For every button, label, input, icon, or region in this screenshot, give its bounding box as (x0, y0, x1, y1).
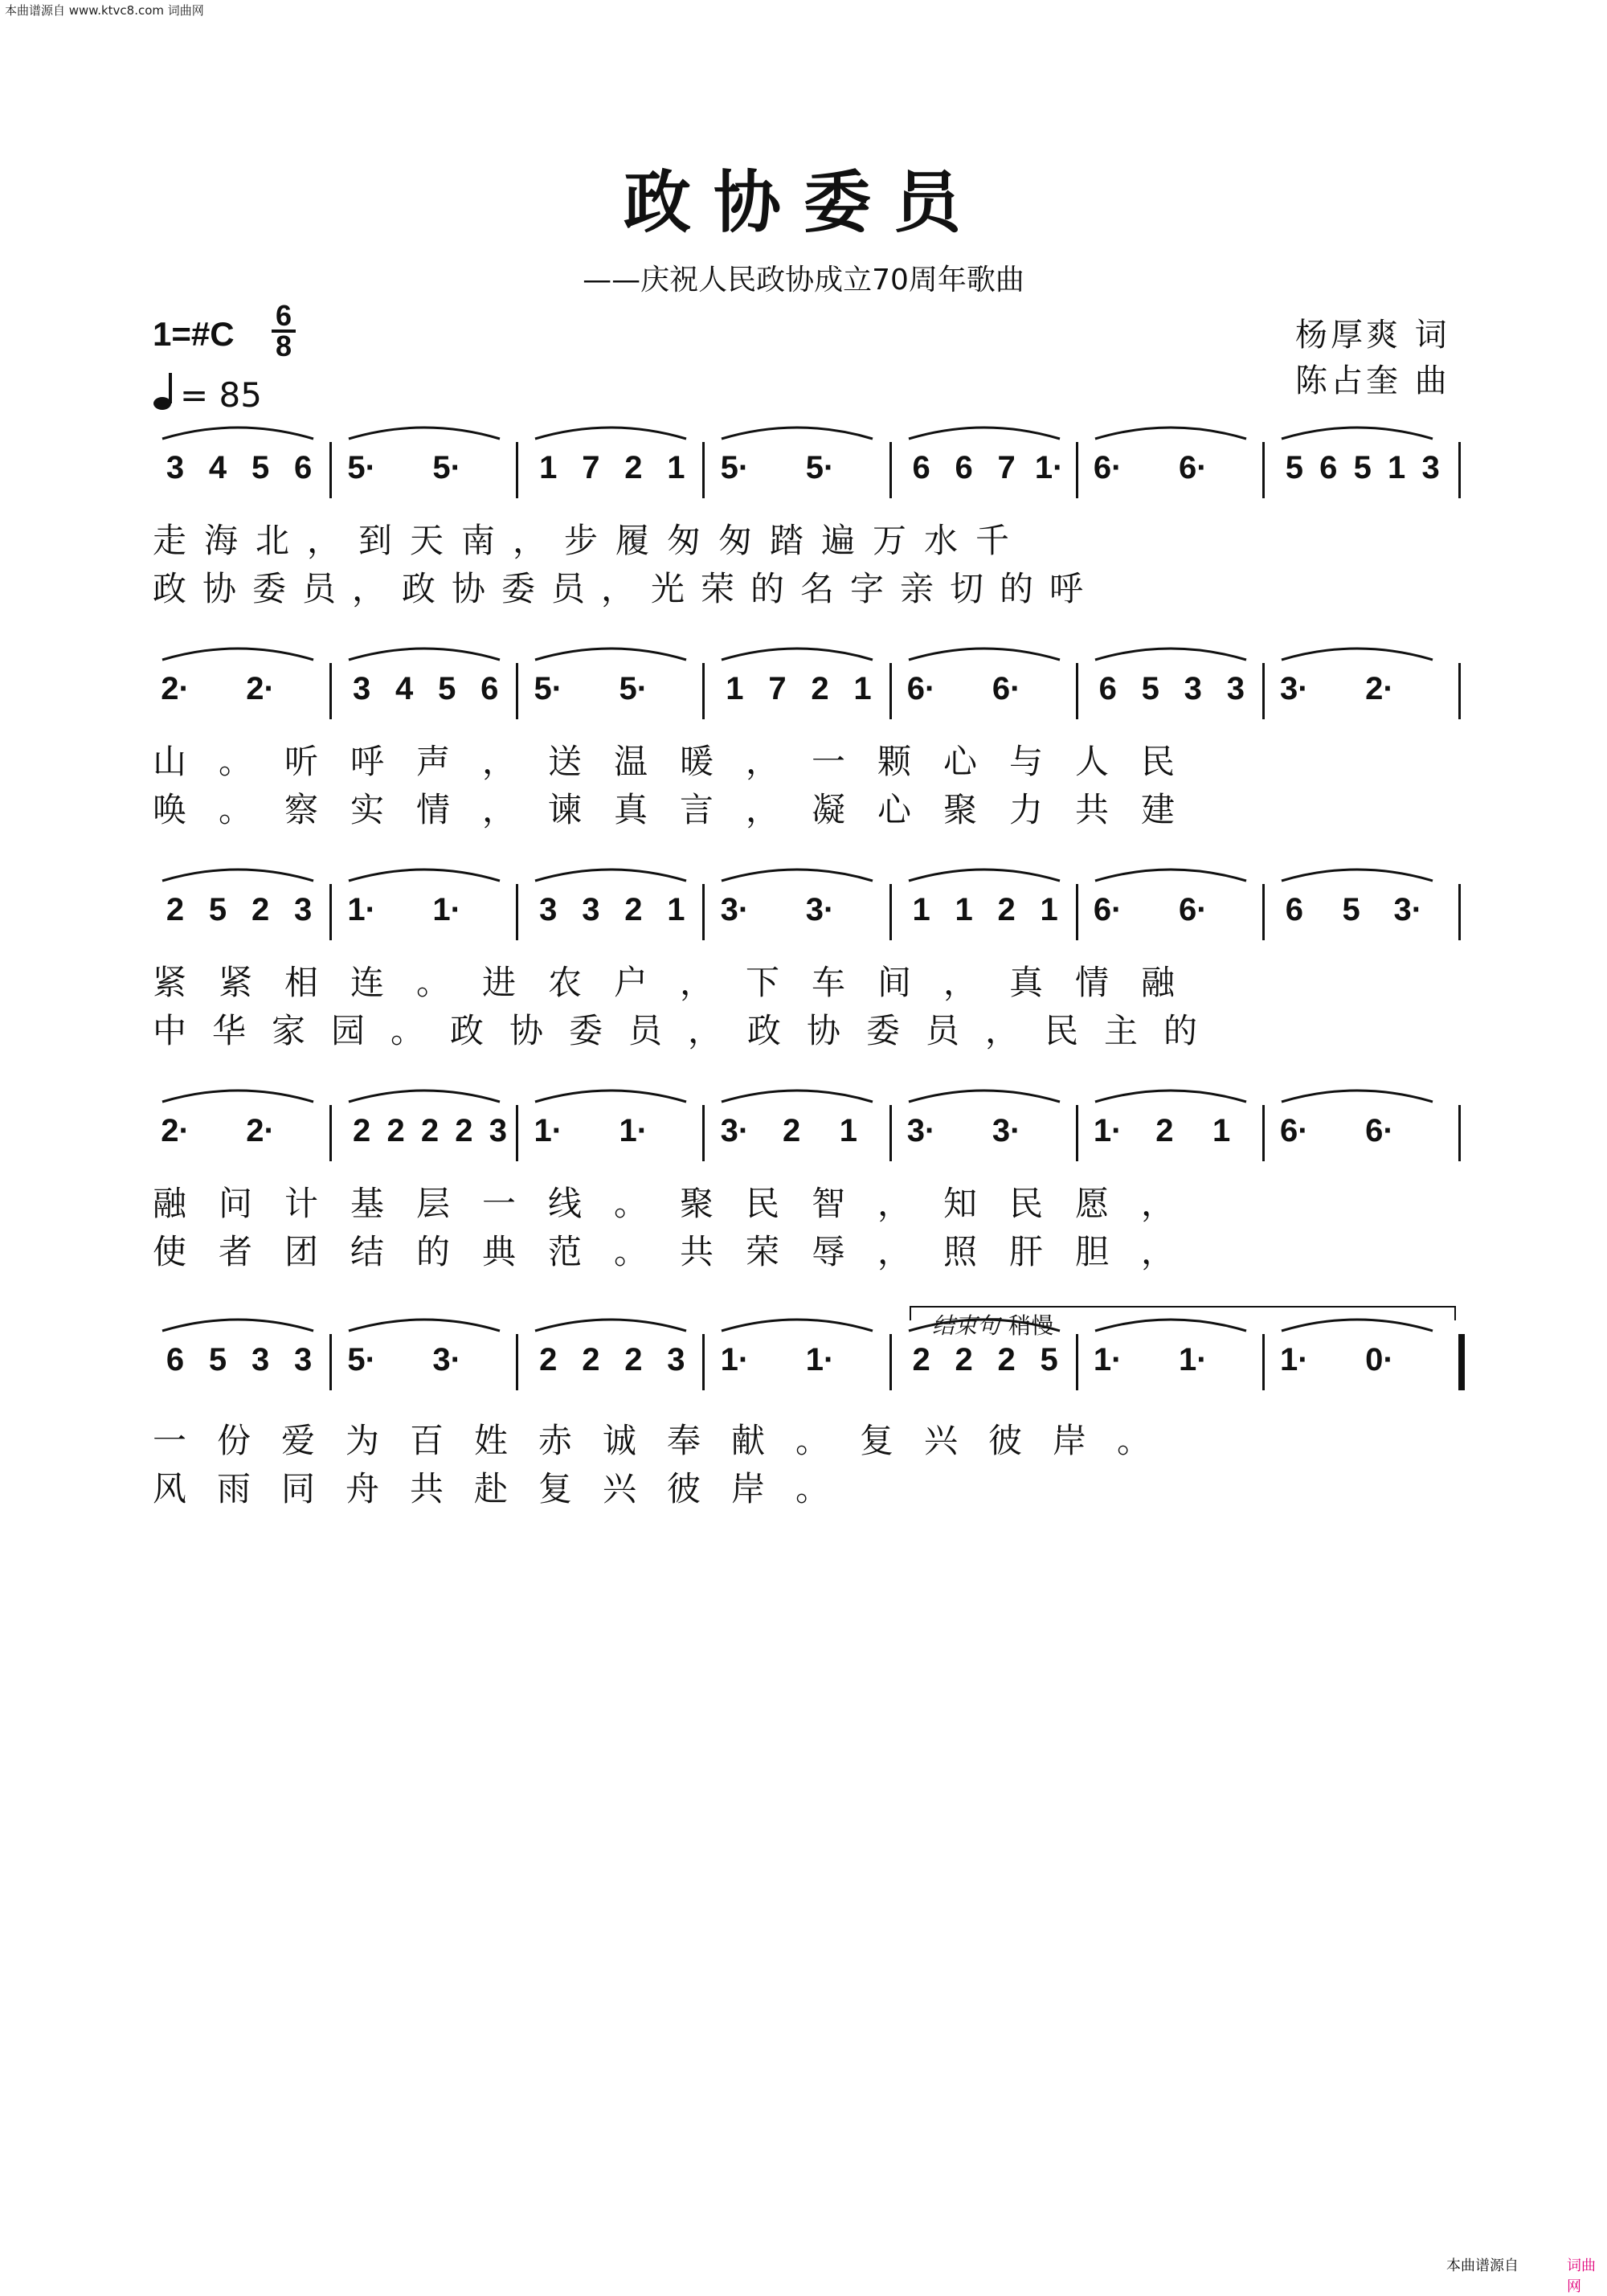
note: 5 (1353, 450, 1372, 485)
slur-arc (1280, 1084, 1434, 1103)
note: 6 (480, 671, 499, 706)
note: 3 (293, 892, 313, 927)
note: 5 (251, 450, 270, 485)
barline (702, 663, 705, 719)
barline (1076, 1334, 1078, 1390)
note: 3 (293, 1342, 313, 1377)
slur-arc (534, 1084, 688, 1103)
note: 3· (1393, 892, 1423, 927)
note: 3 (1421, 450, 1440, 485)
note: 1 (912, 892, 930, 927)
time-signature (272, 299, 296, 362)
slur-arc (161, 863, 315, 882)
note: 5 (1141, 671, 1159, 706)
note: 3 (1184, 671, 1202, 706)
slur-arc (161, 642, 315, 661)
note: 3 (1226, 671, 1245, 706)
barline-end (1458, 1334, 1465, 1390)
note: 1· (1034, 450, 1064, 485)
note: 3 (353, 671, 371, 706)
note: 5· (432, 450, 461, 485)
note: 5 (208, 1342, 227, 1377)
slur-arc (907, 642, 1061, 661)
note: 3 (667, 1342, 685, 1377)
note: 1 (1040, 892, 1058, 927)
note: 2 (539, 1342, 558, 1377)
slur-arc (1094, 863, 1248, 882)
song-title: 政协委员 (623, 162, 983, 242)
note: 6· (1093, 450, 1122, 485)
lyrics-row1-verse1: 走海北，到天南，步履匆匆踏遍万水千 (153, 521, 1028, 560)
note: 1· (1093, 1342, 1122, 1377)
slur-arc (161, 421, 315, 440)
note: 3 (489, 1113, 507, 1148)
note: 5 (438, 671, 456, 706)
note: 1· (619, 1113, 648, 1148)
note: 1· (534, 1113, 563, 1148)
note: 1· (347, 892, 376, 927)
slur-arc (347, 421, 501, 440)
note: 5· (805, 450, 835, 485)
note: 5· (720, 450, 750, 485)
lyrics-row3-verse2: 中华家园。政协委员，政协委员，民主的 (153, 1011, 1224, 1050)
note: 4 (208, 450, 227, 485)
note: 2· (246, 671, 275, 706)
barline (889, 442, 892, 498)
note: 6· (1178, 450, 1208, 485)
slur-arc (907, 863, 1061, 882)
lyrics-row1-verse2: 政协委员，政协委员，光荣的名字亲切的呼 (153, 569, 1100, 608)
note: 1 (853, 671, 872, 706)
note: 5 (208, 892, 227, 927)
lyrics-row2-verse2: 唤。察实情，谏真言，凝心聚力共建 (153, 790, 1208, 829)
note: 2 (386, 1113, 405, 1148)
note: 2 (783, 1113, 801, 1148)
note: 1· (805, 1342, 835, 1377)
slur-arc (720, 863, 874, 882)
barline (329, 442, 332, 498)
note: 6 (293, 450, 313, 485)
lyrics-row4-verse1: 融问计基层一线。聚民智，知民愿， (153, 1184, 1208, 1223)
note: 5· (619, 671, 648, 706)
note: 3· (720, 892, 750, 927)
slur-arc (720, 1313, 874, 1332)
note: 3· (805, 892, 835, 927)
note: 6· (1178, 892, 1208, 927)
slur-arc (720, 1084, 874, 1103)
barline (1262, 1105, 1265, 1161)
note: 6· (1093, 892, 1122, 927)
key-signature: 1=#C (153, 315, 235, 353)
slur-arc (347, 1313, 501, 1332)
note: 3 (251, 1342, 270, 1377)
slur-arc (534, 1313, 688, 1332)
barline (329, 1105, 332, 1161)
footer-left: 本曲谱源自 (1446, 2257, 1519, 2274)
note: 3· (992, 1113, 1021, 1148)
note: 2 (582, 1342, 600, 1377)
barline (516, 1105, 518, 1161)
note: 2· (246, 1113, 275, 1148)
note: 1· (1178, 1342, 1208, 1377)
note: 6· (1365, 1113, 1394, 1148)
barline (889, 1334, 892, 1390)
note: 5 (1040, 1342, 1058, 1377)
note: 3 (582, 892, 600, 927)
note: 2 (251, 892, 270, 927)
slur-arc (720, 421, 874, 440)
barline (702, 884, 705, 940)
note: 6· (906, 671, 936, 706)
lyrics-row2-verse1: 山。听呼声，送温暖，一颗心与人民 (153, 742, 1208, 781)
barline (516, 884, 518, 940)
note: 2 (1155, 1113, 1174, 1148)
slur-arc (907, 1084, 1061, 1103)
note: 1 (1212, 1113, 1231, 1148)
note: 6 (955, 450, 973, 485)
barline (1076, 1105, 1078, 1161)
note: 1· (1093, 1113, 1122, 1148)
slur-arc (1280, 863, 1434, 882)
note: 6· (1280, 1113, 1309, 1148)
slur-arc (1094, 642, 1248, 661)
barline (329, 1334, 332, 1390)
note: 2 (997, 1342, 1016, 1377)
barline (889, 884, 892, 940)
barline-end (1458, 1105, 1461, 1161)
ending-tempo: 稍慢 (1008, 1312, 1054, 1339)
barline (889, 663, 892, 719)
source-header: 本曲谱源自 www.ktvc8.com 词曲网 (5, 3, 204, 18)
tempo-mark (151, 371, 262, 415)
slur-arc (347, 642, 501, 661)
note: 2 (912, 1342, 930, 1377)
note: 3· (432, 1342, 461, 1377)
barline-end (1458, 884, 1461, 940)
note: 4 (395, 671, 414, 706)
note: 6 (1285, 892, 1303, 927)
note: 2 (353, 1113, 371, 1148)
note: 3· (1280, 671, 1309, 706)
footer-right: 词曲网 (1567, 2257, 1596, 2295)
note: 6 (1319, 450, 1338, 485)
note: 2· (161, 1113, 190, 1148)
note: 7 (582, 450, 600, 485)
note: 1· (432, 892, 461, 927)
barline (702, 1105, 705, 1161)
composer-credit: 陈占奎 曲 (1295, 362, 1450, 399)
lyrics-row4-verse2: 使者团结的典范。共荣辱，照肝胆， (153, 1232, 1208, 1271)
barline (702, 1334, 705, 1390)
note: 5 (1285, 450, 1303, 485)
note: 1 (839, 1113, 857, 1148)
note: 5· (347, 1342, 376, 1377)
song-subtitle: ——庆祝人民政协成立70周年歌曲 (583, 264, 1024, 297)
barline (1076, 663, 1078, 719)
slur-arc (907, 421, 1061, 440)
lyrics-row5-verse1: 一份爱为百姓赤诚奉献。复兴彼岸。 (153, 1421, 1182, 1460)
note: 6· (992, 671, 1021, 706)
note: 1· (1280, 1342, 1309, 1377)
note: 3 (166, 450, 185, 485)
note: 1 (955, 892, 973, 927)
note: 1 (726, 671, 744, 706)
note: 2 (624, 450, 643, 485)
slur-arc (1280, 642, 1434, 661)
barline (1076, 884, 1078, 940)
note: 6 (1098, 671, 1117, 706)
barline (1262, 1334, 1265, 1390)
barline (702, 442, 705, 498)
note: 5· (534, 671, 563, 706)
note: 5 (1342, 892, 1360, 927)
note: 1 (1388, 450, 1406, 485)
note: 2 (997, 892, 1016, 927)
barline (1262, 442, 1265, 498)
barline (516, 663, 518, 719)
barline-end (1458, 442, 1461, 498)
note: 2 (624, 892, 643, 927)
note: 6 (912, 450, 930, 485)
time-signature-top: 6 (275, 299, 292, 332)
slur-arc (347, 863, 501, 882)
note: 6 (166, 1342, 185, 1377)
time-signature-bottom: 8 (275, 329, 292, 362)
slur-arc (347, 1084, 501, 1103)
barline-end (1458, 663, 1461, 719)
tempo-value: = 85 (180, 375, 262, 415)
note: 2 (166, 892, 185, 927)
note: 2 (624, 1342, 643, 1377)
note: 1 (667, 450, 685, 485)
slur-arc (534, 421, 688, 440)
slur-arc (534, 642, 688, 661)
slur-arc (534, 863, 688, 882)
slur-arc (161, 1313, 315, 1332)
barline (1076, 442, 1078, 498)
ending-label: 结束句 (932, 1312, 1000, 1339)
note: 0· (1365, 1342, 1394, 1377)
note: 3 (539, 892, 558, 927)
lyricist-credit: 杨厚爽 词 (1295, 317, 1450, 354)
quarter-note-icon (151, 371, 180, 411)
barline (516, 442, 518, 498)
note: 2· (1365, 671, 1394, 706)
note: 7 (997, 450, 1016, 485)
slur-arc (720, 642, 874, 661)
note: 1· (720, 1342, 750, 1377)
barline (329, 663, 332, 719)
note: 7 (768, 671, 787, 706)
slur-arc (1280, 421, 1434, 440)
note: 2 (811, 671, 829, 706)
note: 2· (161, 671, 190, 706)
slur-arc (161, 1084, 315, 1103)
barline (516, 1334, 518, 1390)
note: 2 (420, 1113, 440, 1148)
note: 3· (720, 1113, 750, 1148)
note: 5· (347, 450, 376, 485)
slur-arc (1094, 1084, 1248, 1103)
barline (1262, 884, 1265, 940)
lyrics-row3-verse1: 紧紧相连。进农户，下车间，真情融 (153, 963, 1208, 1002)
slur-arc (1094, 421, 1248, 440)
note: 1 (667, 892, 685, 927)
note: 2 (955, 1342, 973, 1377)
lyrics-row5-verse2: 风雨同舟共赴复兴彼岸。 (153, 1469, 861, 1508)
barline (1262, 663, 1265, 719)
barline (329, 884, 332, 940)
note: 3· (906, 1113, 936, 1148)
barline (889, 1105, 892, 1161)
note: 2 (455, 1113, 473, 1148)
note: 1 (539, 450, 558, 485)
